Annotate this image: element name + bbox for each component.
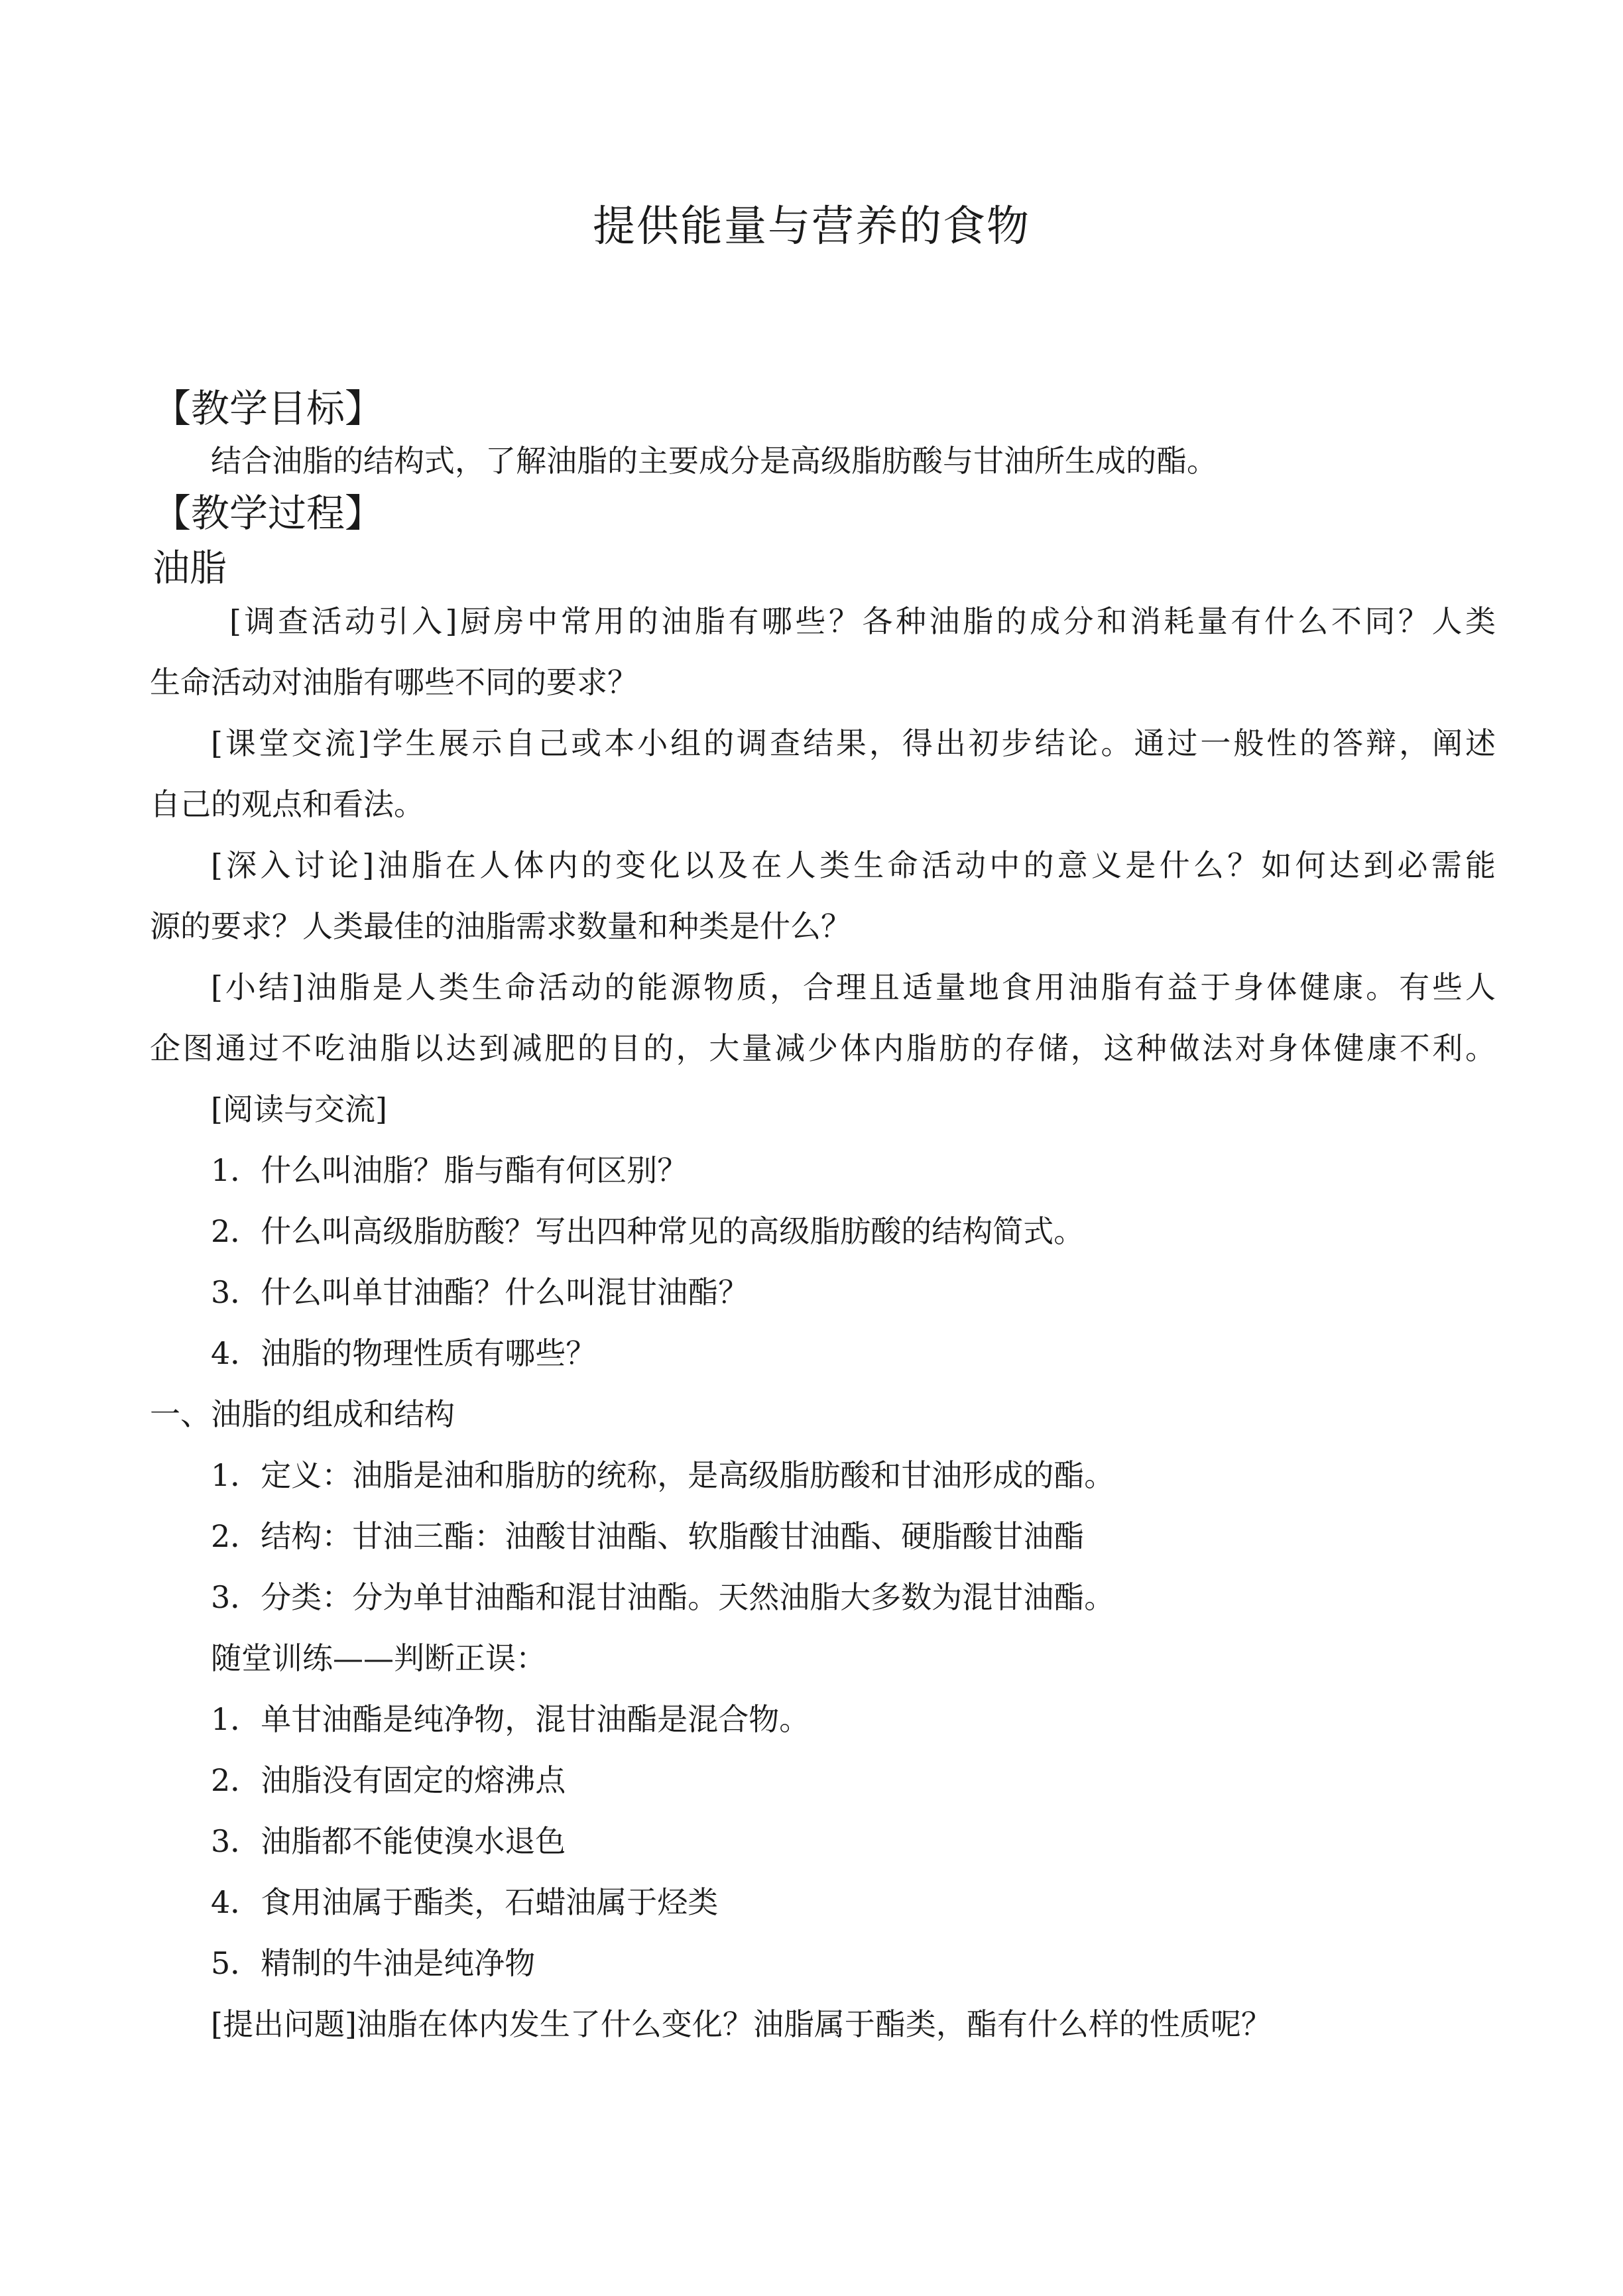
list-item: 3．油脂都不能使溴水退色 <box>211 1823 566 1859</box>
list-item: 4．食用油属于酯类，石蜡油属于烃类 <box>211 1884 719 1920</box>
practice-label: 随堂训练——判断正误： <box>211 1640 546 1676</box>
part-one-list <box>150 1455 1496 1618</box>
document-body <box>150 385 1496 2045</box>
list-item: 1．定义：油脂是油和脂肪的统称，是高级脂肪酸和甘油形成的酯。 <box>211 1457 1115 1493</box>
discussion-paragraph <box>150 845 1496 947</box>
list-item: 3．什么叫单甘油酯？什么叫混甘油酯？ <box>211 1274 749 1310</box>
discussion-line-2: 源的要求？人类最佳的油脂需求数量和种类是什么？ <box>150 908 851 944</box>
section-heading-objectives: 【教学目标】 <box>152 386 384 431</box>
list-item: 4．油脂的物理性质有哪些？ <box>211 1335 597 1371</box>
summary-paragraph <box>150 967 1496 1069</box>
investigation-line-1: [调查活动引入]厨房中常用的油脂有哪些？各种油脂的成分和消耗量有什么不同？人类 <box>229 603 1496 639</box>
part-one-heading: 一、油脂的组成和结构 <box>150 1396 455 1432</box>
objectives-text: 结合油脂的结构式，了解油脂的主要成分是高级脂肪酸与甘油所生成的酯。 <box>211 443 1217 479</box>
reading-questions-list <box>150 1150 1496 1374</box>
list-item: 2．结构：甘油三酯：油酸甘油酯、软脂酸甘油酯、硬脂酸甘油酯 <box>211 1518 1085 1554</box>
investigation-paragraph <box>150 601 1496 703</box>
list-item: 2．什么叫高级脂肪酸？写出四种常见的高级脂肪酸的结构简式。 <box>211 1213 1085 1249</box>
list-item: 1．什么叫油脂？脂与酯有何区别？ <box>211 1152 688 1188</box>
summary-line-2: 企图通过不吃油脂以达到减肥的目的，大量减少体内脂肪的存储，这种做法对身体健康不利。 <box>150 1030 1496 1066</box>
exchange-line-2: 自己的观点和看法。 <box>150 786 424 822</box>
list-item: 3．分类：分为单甘油酯和混甘油酯。天然油脂大多数为混甘油酯。 <box>211 1579 1115 1615</box>
section-heading-process: 【教学过程】 <box>152 491 384 536</box>
exchange-line-1: [课堂交流]学生展示自己或本小组的调查结果，得出初步结论。通过一般性的答辩，阐述 <box>211 725 1496 761</box>
list-item: 5．精制的牛油是纯净物 <box>211 1945 536 1981</box>
list-item: 1．单甘油酯是纯净物，混甘油酯是混合物。 <box>211 1701 810 1737</box>
summary-line-1: [小结]油脂是人类生命活动的能源物质，合理且适量地食用油脂有益于身体健康。有些人 <box>211 969 1496 1005</box>
page-title: 提供能量与营养的食物 <box>593 202 1030 251</box>
investigation-line-2: 生命活动对油脂有哪些不同的要求？ <box>150 664 638 700</box>
list-item: 2．油脂没有固定的熔沸点 <box>211 1762 566 1798</box>
reading-label: [阅读与交流] <box>211 1091 387 1127</box>
question-line: [提出问题]油脂在体内发生了什么变化？油脂属于酯类，酯有什么样的性质呢？ <box>211 2006 1272 2042</box>
exchange-paragraph <box>150 723 1496 825</box>
discussion-line-1: [深入讨论]油脂在人体内的变化以及在人类生命活动中的意义是什么？如何达到必需能 <box>211 847 1496 883</box>
topic-label: 油脂 <box>152 547 227 590</box>
practice-list <box>150 1699 1496 1984</box>
